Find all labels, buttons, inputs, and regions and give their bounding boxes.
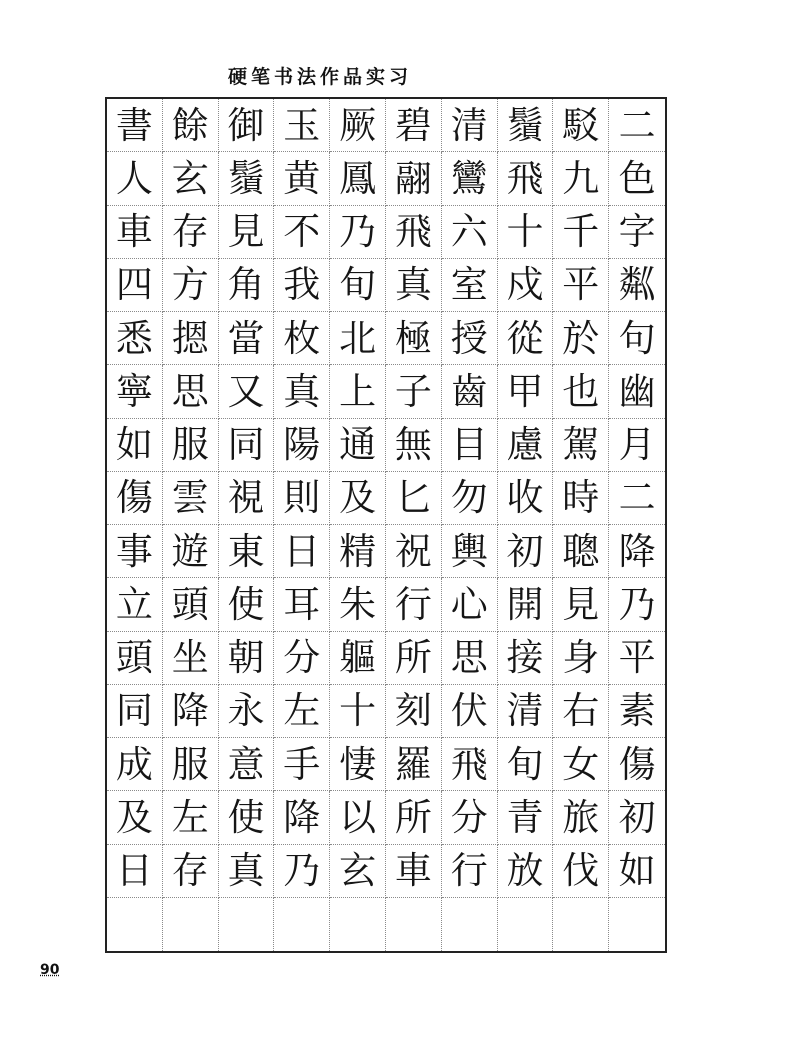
grid-cell: 十 — [330, 685, 386, 738]
grid-cell: 月 — [609, 419, 665, 472]
grid-cell: 見 — [219, 206, 275, 259]
grid-cell: 角 — [219, 259, 275, 312]
grid-cell: 刻 — [386, 685, 442, 738]
grid-cell: 雲 — [163, 472, 219, 525]
grid-cell — [498, 898, 554, 951]
grid-cell: 十 — [498, 206, 554, 259]
grid-cell: 放 — [498, 845, 554, 898]
grid-cell: 日 — [107, 845, 163, 898]
grid-cell: 左 — [274, 685, 330, 738]
grid-cell: 車 — [107, 206, 163, 259]
grid-cell: 收 — [498, 472, 554, 525]
grid-cell: 開 — [498, 578, 554, 631]
grid-cell: 軀 — [330, 632, 386, 685]
grid-cell: 摁 — [163, 312, 219, 365]
grid-cell: 又 — [219, 365, 275, 418]
grid-cell: 心 — [442, 578, 498, 631]
grid-cell: 右 — [553, 685, 609, 738]
grid-cell: 北 — [330, 312, 386, 365]
grid-cell: 東 — [219, 525, 275, 578]
grid-cell: 朱 — [330, 578, 386, 631]
grid-cell: 如 — [107, 419, 163, 472]
grid-cell: 清 — [442, 99, 498, 152]
grid-cell: 陽 — [274, 419, 330, 472]
grid-cell: 也 — [553, 365, 609, 418]
grid-cell: 傷 — [107, 472, 163, 525]
grid-cell: 乃 — [274, 845, 330, 898]
grid-cell: 駕 — [553, 419, 609, 472]
grid-cell: 粼 — [609, 259, 665, 312]
grid-cell: 頭 — [163, 578, 219, 631]
grid-cell: 乃 — [609, 578, 665, 631]
grid-cell: 匕 — [386, 472, 442, 525]
grid-cell: 飛 — [498, 152, 554, 205]
grid-cell: 分 — [274, 632, 330, 685]
grid-cell: 手 — [274, 738, 330, 791]
grid-cell — [609, 898, 665, 951]
grid-cell: 極 — [386, 312, 442, 365]
grid-cell: 旬 — [330, 259, 386, 312]
grid-cell: 千 — [553, 206, 609, 259]
grid-cell: 甲 — [498, 365, 554, 418]
grid-cell: 頭 — [107, 632, 163, 685]
grid-cell: 存 — [163, 845, 219, 898]
grid-cell: 服 — [163, 738, 219, 791]
grid-cell: 玄 — [163, 152, 219, 205]
grid-cell: 鬚 — [498, 99, 554, 152]
page-number: 90 — [40, 962, 60, 978]
grid-cell: 左 — [163, 791, 219, 844]
grid-cell: 降 — [163, 685, 219, 738]
grid-cell: 則 — [274, 472, 330, 525]
grid-cell: 坐 — [163, 632, 219, 685]
grid-cell — [163, 898, 219, 951]
grid-cell: 通 — [330, 419, 386, 472]
grid-cell: 書 — [107, 99, 163, 152]
grid-cell: 素 — [609, 685, 665, 738]
grid-cell: 存 — [163, 206, 219, 259]
grid-cell: 服 — [163, 419, 219, 472]
grid-cell: 子 — [386, 365, 442, 418]
grid-cell: 及 — [330, 472, 386, 525]
grid-cell: 勿 — [442, 472, 498, 525]
grid-cell: 以 — [330, 791, 386, 844]
grid-cell: 句 — [609, 312, 665, 365]
grid-cell: 伏 — [442, 685, 498, 738]
grid-cell: 幽 — [609, 365, 665, 418]
grid-cell: 降 — [609, 525, 665, 578]
grid-cell: 四 — [107, 259, 163, 312]
grid-cell — [330, 898, 386, 951]
grid-cell: 思 — [442, 632, 498, 685]
grid-cell: 女 — [553, 738, 609, 791]
grid-cell: 行 — [442, 845, 498, 898]
grid-cell: 方 — [163, 259, 219, 312]
grid-cell: 黄 — [274, 152, 330, 205]
grid-cell: 悉 — [107, 312, 163, 365]
grid-cell: 伐 — [553, 845, 609, 898]
grid-cell — [553, 898, 609, 951]
grid-cell: 旅 — [553, 791, 609, 844]
grid-cell: 清 — [498, 685, 554, 738]
grid-cell: 室 — [442, 259, 498, 312]
grid-cell: 九 — [553, 152, 609, 205]
grid-cell: 目 — [442, 419, 498, 472]
grid-cell: 意 — [219, 738, 275, 791]
grid-cell: 從 — [498, 312, 554, 365]
grid-cell: 同 — [107, 685, 163, 738]
grid-cell: 乃 — [330, 206, 386, 259]
grid-cell: 行 — [386, 578, 442, 631]
grid-cell: 見 — [553, 578, 609, 631]
grid-cell: 慮 — [498, 419, 554, 472]
grid-cell — [386, 898, 442, 951]
grid-cell: 當 — [219, 312, 275, 365]
grid-cell: 傷 — [609, 738, 665, 791]
grid-cell: 思 — [163, 365, 219, 418]
grid-cell: 碧 — [386, 99, 442, 152]
grid-cell: 使 — [219, 791, 275, 844]
grid-cell: 所 — [386, 791, 442, 844]
practice-grid-sheet — [105, 97, 667, 953]
grid-cell: 真 — [219, 845, 275, 898]
grid-cell: 戍 — [498, 259, 554, 312]
grid-cell: 色 — [609, 152, 665, 205]
grid-cell: 祝 — [386, 525, 442, 578]
grid-cell: 寧 — [107, 365, 163, 418]
grid-cell: 成 — [107, 738, 163, 791]
grid-cell: 旬 — [498, 738, 554, 791]
grid-cell: 餘 — [163, 99, 219, 152]
grid-cell: 六 — [442, 206, 498, 259]
grid-cell: 玉 — [274, 99, 330, 152]
grid-cell: 聰 — [553, 525, 609, 578]
grid-cell: 所 — [386, 632, 442, 685]
grid-cell: 平 — [609, 632, 665, 685]
grid-cell: 無 — [386, 419, 442, 472]
grid-cell: 耳 — [274, 578, 330, 631]
grid-cell: 不 — [274, 206, 330, 259]
page-title: 硬笔书法作品实习 — [227, 66, 412, 88]
grid-cell: 鸞 — [442, 152, 498, 205]
grid-cell — [442, 898, 498, 951]
grid-cell: 降 — [274, 791, 330, 844]
grid-cell: 遊 — [163, 525, 219, 578]
grid-cell: 身 — [553, 632, 609, 685]
grid-cell: 視 — [219, 472, 275, 525]
grid-cell: 立 — [107, 578, 163, 631]
grid-cell: 使 — [219, 578, 275, 631]
grid-cell: 駁 — [553, 99, 609, 152]
grid-cell: 枚 — [274, 312, 330, 365]
grid-cell: 時 — [553, 472, 609, 525]
grid-cell: 接 — [498, 632, 554, 685]
grid-cell: 及 — [107, 791, 163, 844]
grid-cell: 上 — [330, 365, 386, 418]
grid-cell: 二 — [609, 472, 665, 525]
grid-cell: 初 — [498, 525, 554, 578]
grid-cell: 精 — [330, 525, 386, 578]
grid-cell: 齒 — [442, 365, 498, 418]
grid-cell: 人 — [107, 152, 163, 205]
grid-cell — [219, 898, 275, 951]
grid-cell: 朝 — [219, 632, 275, 685]
grid-cell: 平 — [553, 259, 609, 312]
grid-cell: 玄 — [330, 845, 386, 898]
grid-cell: 二 — [609, 99, 665, 152]
grid-cell: 永 — [219, 685, 275, 738]
grid-cell: 我 — [274, 259, 330, 312]
grid-cell: 悽 — [330, 738, 386, 791]
grid-cell: 如 — [609, 845, 665, 898]
grid-cell — [274, 898, 330, 951]
grid-cell: 御 — [219, 99, 275, 152]
grid-cell: 日 — [274, 525, 330, 578]
grid-cell: 羅 — [386, 738, 442, 791]
grid-cell: 飛 — [442, 738, 498, 791]
grid-cell: 字 — [609, 206, 665, 259]
grid-cell: 於 — [553, 312, 609, 365]
grid-cell: 事 — [107, 525, 163, 578]
grid-cell: 輿 — [442, 525, 498, 578]
grid-cell: 厥 — [330, 99, 386, 152]
grid-cell — [107, 898, 163, 951]
grid-cell: 車 — [386, 845, 442, 898]
grid-cell: 授 — [442, 312, 498, 365]
grid-cell: 鬚 — [219, 152, 275, 205]
grid-cell: 分 — [442, 791, 498, 844]
grid-cell: 真 — [386, 259, 442, 312]
grid-cell: 飛 — [386, 206, 442, 259]
grid-cell: 初 — [609, 791, 665, 844]
grid-cell: 青 — [498, 791, 554, 844]
grid-cell: 鳳 — [330, 152, 386, 205]
grid-cell: 真 — [274, 365, 330, 418]
grid-cell: 翮 — [386, 152, 442, 205]
grid-cell: 同 — [219, 419, 275, 472]
